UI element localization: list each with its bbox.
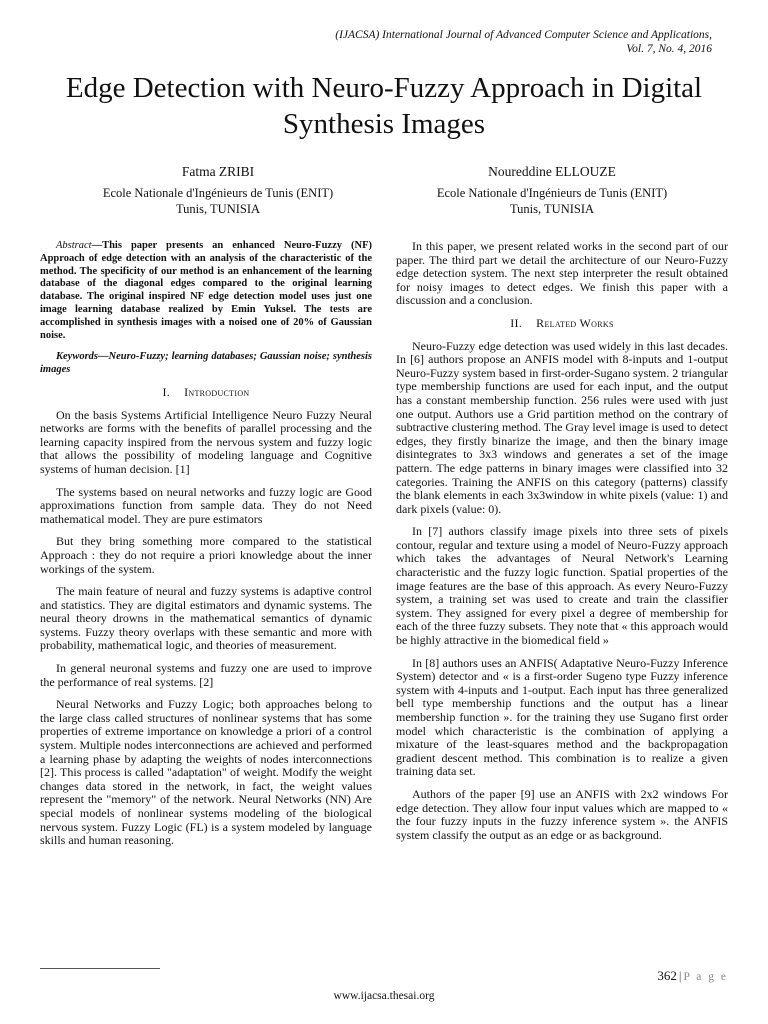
author-location: Tunis, TUNISIA [175, 202, 261, 216]
paragraph: In general neuronal systems and fuzzy one are used to improve the performance of real systems. [2] [40, 661, 372, 689]
paragraph: Neuro-Fuzzy edge detection was used widely in this last decades. In [6] authors propose an ANFIS model with 8-inputs and 1-output Neuro-Fuzzy system based in first-order-Sugano system. 2 triangular type membership functions are used for each input, and the output has a constant membership function. 256 rules were used with just one output. Authors use a Grid partition method on the contrary of subtractive clustering method. The Gray level image is used to detect edges, they firstly binarize the image, and then the binary image disintegrates to 3x3 windows and generates a set of the image pattern. The edge patterns in binary images were classified into 32 categories. Training the ANFIS on this category (patterns) classify the blank elements in each 3x3window in white pixels (value: 1) and dark pixels (value: 0). [396, 338, 729, 516]
journal-header [212, 28, 712, 56]
paragraph: Authors of the paper [9] use an ANFIS with 2x2 windows For edge detection. They allow four input values which are mapped to « the four fuzzy inputs in the fuzzy inference system ». the ANFIS system classify the output as an edge or as background. [396, 786, 728, 842]
author-name: Noureddine ELLOUZE [488, 164, 616, 179]
journal-volume: Vol. 7, No. 4, 2016 [626, 43, 712, 55]
paragraph: The systems based on neural networks and fuzzy logic are Good approximations function from sample data. They do not Need mathematical model. They are pure estimators [40, 484, 372, 526]
author-affiliation: Ecole Nationale d'Ingénieurs de Tunis (ENIT) [436, 186, 668, 200]
paragraph: Neural Networks and Fuzzy Logic; both approaches belong to the large class called structures of nonlinear systems that has some properties of extreme importance on knowledge a priori of a control system. Multiple nodes interconnections are achieved and performed a learning phase by adapting the weights of nodes interconnections [2]. This process is called "adaptation" of weight. Modify the weight changes data stored in the network, in fact, the weight values represent the "memory" of the network. Neural Networks (NN) Are special models of nonlinear systems modeling of the biological nervous system. Fuzzy Logic (FL) is a system modeled by language skills and human reasoning. [40, 697, 372, 848]
section-title: Introduction [184, 384, 250, 399]
section-number: I. [162, 384, 171, 399]
footer-url: www.ijacsa.thesai.org [333, 990, 435, 1002]
section-heading [396, 317, 728, 331]
page-label: P a g e [683, 971, 728, 983]
journal-name: (IJACSA) International Journal of Advanced Computer Science and Applications, [335, 29, 712, 41]
paragraph: In [8] authors uses an ANFIS( Adaptative Neuro-Fuzzy Inference System) detector and « is a first-order Sugeno type Fuzzy inference system with 4-inputs and 1-output. Each input has three generalized bell type membership functions and the output has a linear membership function ». for the training they use Sugano first order model which characteristic is the combination of applying a mixature of the least-squares method and the backpropagation gradient descent method. This combination is to realize a given training data set. [396, 655, 728, 779]
section-heading [40, 386, 372, 400]
author-location: Tunis, TUNISIA [509, 202, 595, 216]
page-number [657, 968, 728, 984]
abstract-text: —This paper presents an enhanced Neuro-Fuzzy (NF) Approach of edge detection with an analysis of the characteristic of the method. The specificity of our method is an enhancement of the learning database of the diagonal edges compared to the original learning database. The original inspired NF edge detection model uses just one image learning database realized by Emin Yuksel. The tests are accomplished in synthesis images with a noised one of 20% of Gaussian noise. [40, 240, 372, 341]
author-block [402, 164, 702, 217]
author-block [68, 164, 368, 217]
paper-title: Edge Detection with Neuro-Fuzzy Approach in Digital Synthesis Images [65, 72, 703, 140]
paragraph: In this paper, we present related works in the second part of our paper. The third part we detail the architecture of our Neuro-Fuzzy edge detection system. The next step interpreter the result obtained for noisy images to detect edges. We finish this paper with a discussion and a conclusion. [396, 239, 728, 308]
abstract [40, 240, 372, 342]
author-affiliation: Ecole Nationale d'Ingénieurs de Tunis (ENIT) [102, 186, 334, 200]
footer-rule [40, 968, 160, 969]
page-divider: | [678, 968, 682, 983]
paragraph: In [7] authors classify image pixels into three sets of pixels contour, regular and texture using a model of Neuro-Fuzzy approach which takes the advantages of Neural Network's Learning characteristic and the fuzzy logic function. Spatial properties of the image features are the base of this approach. As every Neuro-Fuzzy system, a training set was used to create and train the classifier system. They assigned for every pixel a degree of membership for each of the three fuzzy subsets. They note that « this approach would be highly attractive in the biomedical field » [396, 524, 728, 648]
section-title: Related Works [536, 315, 614, 330]
keywords: Keywords—Neuro-Fuzzy; learning databases; Gaussian noise; synthesis images [40, 351, 372, 376]
paragraph: But they bring something more compared to the statistical Approach : they do not require a priori knowledge about the inner workings of the system. [40, 534, 372, 576]
right-column [396, 240, 728, 851]
paragraph: On the basis Systems Artificial Intelligence Neuro Fuzzy Neural networks are forms with the benefits of parallel processing and the learning capacity inspired from the nervous system and fuzzy logic that allows the possibility of modeling language and Cognitive systems of human decision. [1] [40, 407, 372, 476]
paragraph: The main feature of neural and fuzzy systems is adaptive control and statistics. They are digital estimators and dynamic systems. The neural theory drowns in the mathematical semantics of dynamic systems. Fuzzy theory overlaps with these semantic and more with probability, mathematical logic, and theories of measurement. [40, 584, 372, 653]
author-name: Fatma ZRIBI [181, 164, 255, 179]
left-column [40, 240, 372, 857]
page-number-value: 362 [657, 968, 677, 983]
abstract-lead: Abstract [56, 240, 92, 251]
section-number: II. [510, 315, 523, 330]
